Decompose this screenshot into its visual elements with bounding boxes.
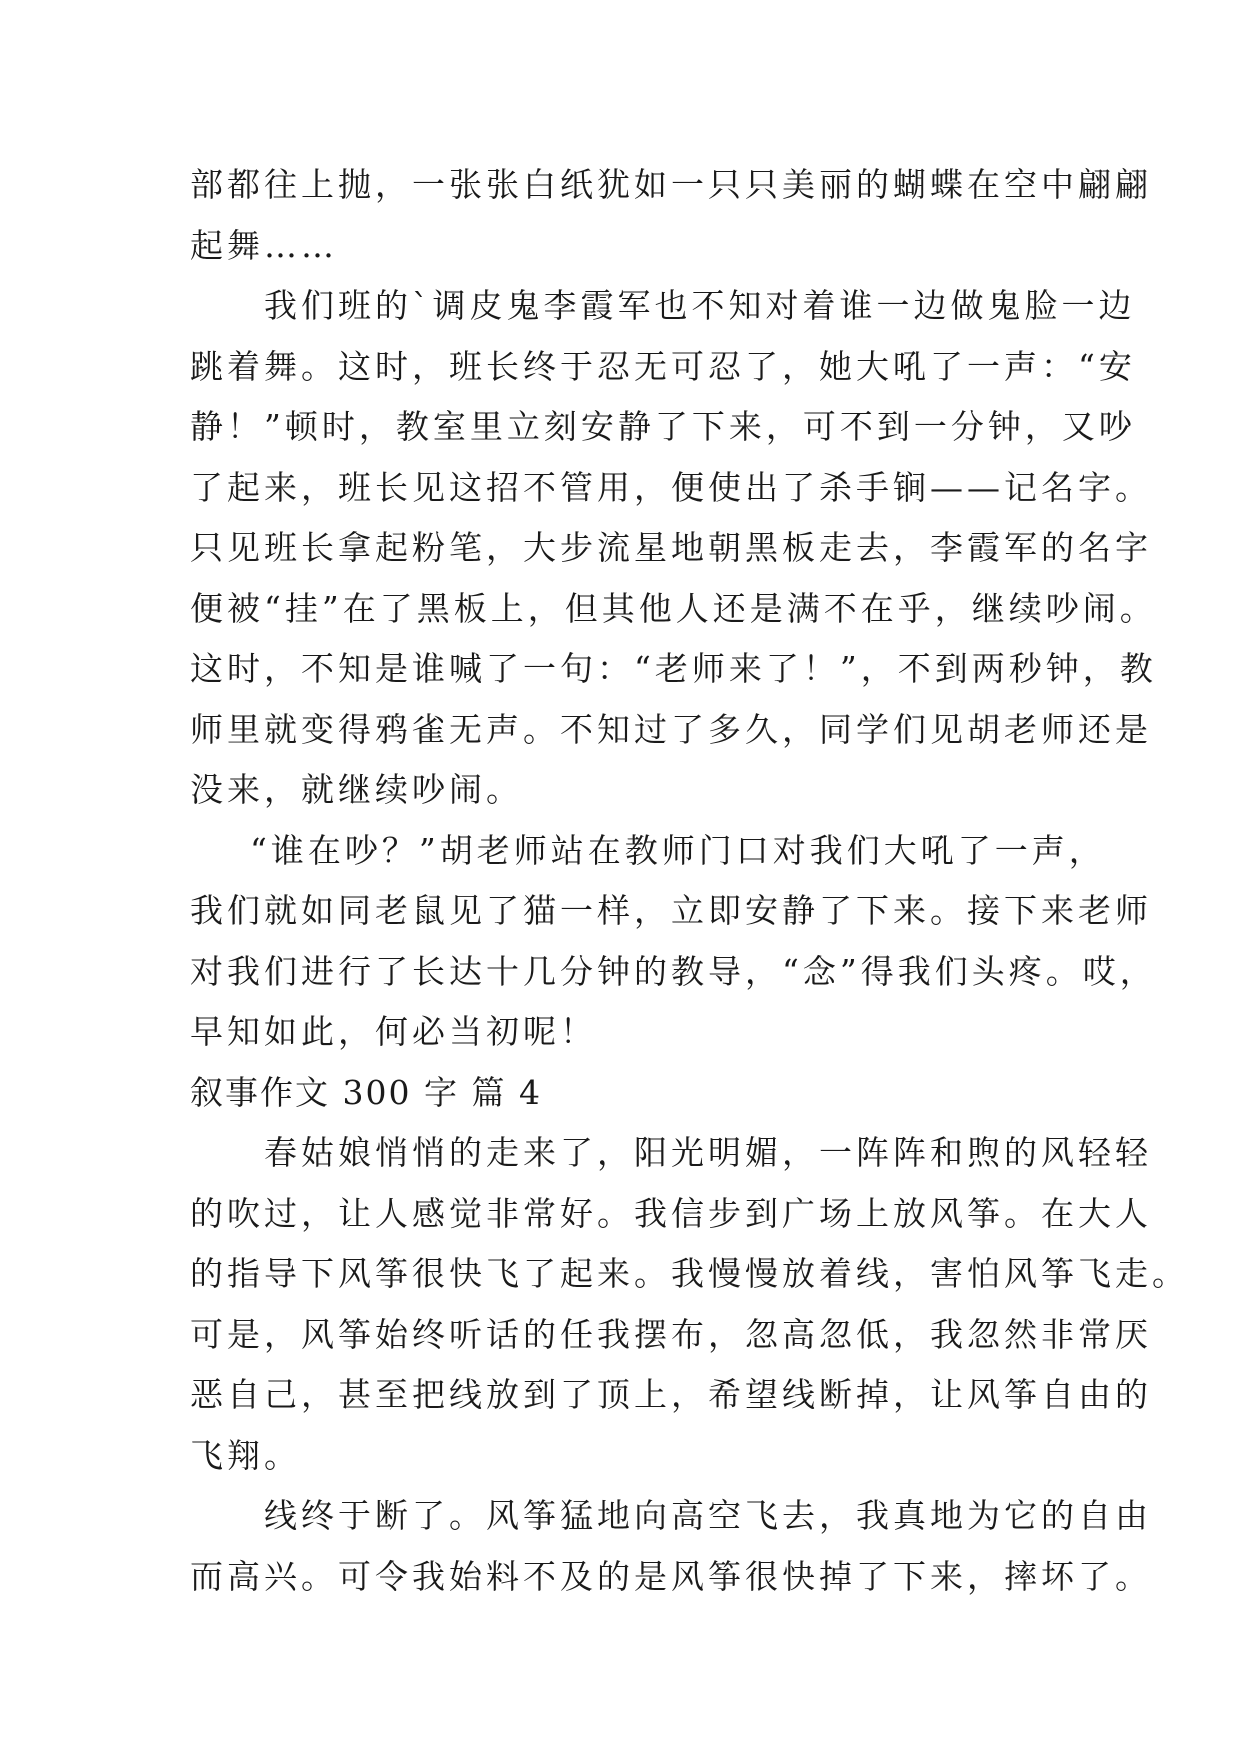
document-body (190, 155, 1189, 1607)
text-line: 可是，风筝始终听话的任我摆布，忽高忽低，我忽然非常厌 (190, 1314, 1152, 1354)
paragraph-start-line: “谁在吵？”胡老师站在教师门口对我们大吼了一声， (250, 830, 1106, 870)
section-heading: 叙事作文 300 字 篇 4 (190, 1072, 542, 1112)
text-line: 的吹过，让人感觉非常好。我信步到广场上放风筝。在大人 (190, 1193, 1152, 1233)
text-line: 部都往上抛，一张张白纸犹如一只只美丽的蝴蝶在空中翩翩 (190, 165, 1152, 204)
paragraph-start-line: 线终于断了。风筝猛地向高空飞去，我真地为它的自由 (264, 1496, 1152, 1535)
text-line: 只见班长拿起粉笔，大步流星地朝黑板走去，李霞军的名字 (190, 528, 1152, 567)
text-line: 对我们进行了长达十几分钟的教导，“念”得我们头疼。哎， (190, 951, 1157, 991)
text-line: 师里就变得鸦雀无声。不知过了多久，同学们见胡老师还是 (190, 709, 1152, 749)
text-line: 静！”顿时，教室里立刻安静了下来，可不到一分钟，又吵 (190, 407, 1136, 446)
text-line: 而高兴。可令我始料不及的是风筝很快掉了下来，摔坏了。 (190, 1556, 1152, 1596)
text-line: 早知如此，何必当初呢！ (190, 1012, 597, 1051)
text-line: 这时，不知是谁喊了一句：“老师来了！”，不到两秒钟，教 (190, 649, 1157, 688)
text-line: 飞翔。 (190, 1435, 301, 1475)
text-line: 没来，就继续吵闹。 (190, 770, 523, 809)
text-line: 恶自己，甚至把线放到了顶上，希望线断掉，让风筝自由的 (190, 1375, 1152, 1414)
text-line: 了起来，班长见这招不管用，便使出了杀手锏——记名字。 (190, 467, 1152, 507)
text-line: 起舞…… (190, 225, 338, 265)
text-line: 跳着舞。这时，班长终于忍无可忍了，她大吼了一声：“安 (190, 346, 1136, 386)
text-line: 的指导下风筝很快飞了起来。我慢慢放着线，害怕风筝飞走。 (190, 1254, 1189, 1293)
paragraph-start-line: 春姑娘悄悄的走来了，阳光明媚，一阵阵和煦的风轻轻 (264, 1133, 1152, 1172)
text-line: 我们就如同老鼠见了猫一样，立即安静了下来。接下来老师 (190, 891, 1152, 930)
paragraph-start-line: 我们班的`调皮鬼李霞军也不知对着谁一边做鬼脸一边 (264, 286, 1136, 325)
text-line: 便被“挂”在了黑板上，但其他人还是满不在乎，继续吵闹。 (190, 588, 1157, 628)
